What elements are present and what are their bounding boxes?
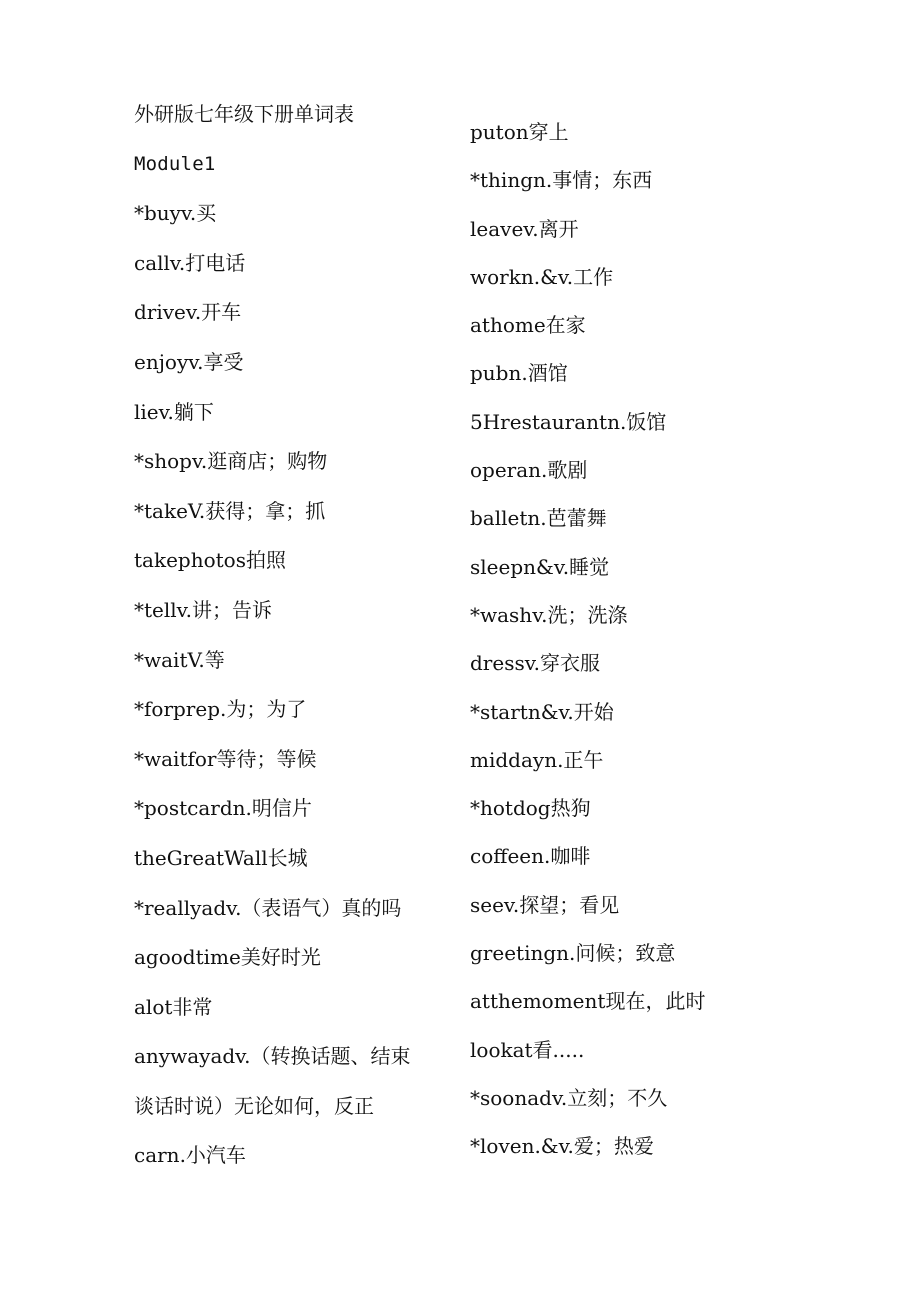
vocab-entry: alot非常 bbox=[134, 994, 213, 1019]
vocab-entry: carn.小汽车 bbox=[134, 1143, 246, 1168]
vocab-entry: enjoyv.享受 bbox=[134, 349, 244, 374]
vocab-entry: *reallyadv.（表语气）真的吗 bbox=[134, 895, 402, 920]
vocab-entry: anywayadv.（转换话题、结束 bbox=[134, 1044, 411, 1069]
vocab-entry: *tellv.讲；告诉 bbox=[134, 597, 272, 622]
vocab-entry: balletn.芭蕾舞 bbox=[470, 506, 607, 531]
document-title: 外研版七年级下册单词表 bbox=[134, 102, 354, 126]
vocab-entry: *startn&v.开始 bbox=[470, 699, 614, 724]
vocab-entry: *soonadv.立刻；不久 bbox=[470, 1085, 668, 1110]
vocab-entry: greetingn.问候；致意 bbox=[470, 941, 676, 966]
vocab-entry: liev.躺下 bbox=[134, 399, 214, 424]
vocab-entry: callv.打电话 bbox=[134, 250, 246, 275]
vocab-entry: seev.探望；看见 bbox=[470, 892, 620, 917]
vocab-entry: *thingn.事情；东西 bbox=[470, 168, 653, 193]
vocab-entry-continuation: 谈话时说）无论如何，反正 bbox=[134, 1093, 374, 1118]
vocab-entry: takephotos拍照 bbox=[134, 548, 286, 573]
vocab-entry: *loven.&v.爱；热爱 bbox=[470, 1134, 654, 1159]
vocab-entry: *washv.洗；洗涤 bbox=[470, 602, 628, 627]
vocab-entry: *buyv.买 bbox=[134, 201, 217, 226]
vocab-entry: drivev.开车 bbox=[134, 300, 242, 325]
vocab-entry: 5Hrestaurantn.饭馆 bbox=[470, 409, 667, 434]
vocab-entry: sleepn&v.睡觉 bbox=[470, 554, 610, 579]
vocab-entry: atthemoment现在，此时 bbox=[470, 989, 706, 1014]
vocab-entry: coffeen.咖啡 bbox=[470, 844, 591, 869]
vocab-entry: operan.歌剧 bbox=[470, 458, 588, 483]
vocab-entry: dressv.穿衣服 bbox=[470, 651, 601, 676]
vocab-entry: middayn.正午 bbox=[470, 747, 604, 772]
vocab-entry: theGreatWall长城 bbox=[134, 845, 308, 870]
vocab-entry: pubn.酒馆 bbox=[470, 361, 568, 386]
vocab-entry: *waitV.等 bbox=[134, 647, 225, 672]
vocab-entry: leavev.离开 bbox=[470, 216, 579, 241]
vocabulary-right-column bbox=[470, 115, 800, 1178]
vocabulary-left-column bbox=[134, 97, 454, 1188]
vocab-entry: *forprep.为；为了 bbox=[134, 697, 307, 722]
vocab-entry: *waitfor等待；等候 bbox=[134, 746, 317, 771]
vocab-entry: *postcardn.明信片 bbox=[134, 796, 312, 821]
vocab-entry: puton穿上 bbox=[470, 120, 569, 144]
vocab-entry: lookat看..... bbox=[470, 1037, 585, 1062]
vocab-entry: agoodtime美好时光 bbox=[134, 945, 321, 970]
vocab-entry: *takeV.获得；拿；抓 bbox=[134, 498, 326, 523]
vocab-entry: *hotdog热狗 bbox=[470, 796, 591, 821]
module-heading: Module1 bbox=[134, 152, 216, 175]
vocab-entry: *shopv.逛商店；购物 bbox=[134, 449, 328, 474]
vocab-entry: workn.&v.工作 bbox=[470, 264, 614, 289]
vocab-entry: athome在家 bbox=[470, 313, 586, 338]
